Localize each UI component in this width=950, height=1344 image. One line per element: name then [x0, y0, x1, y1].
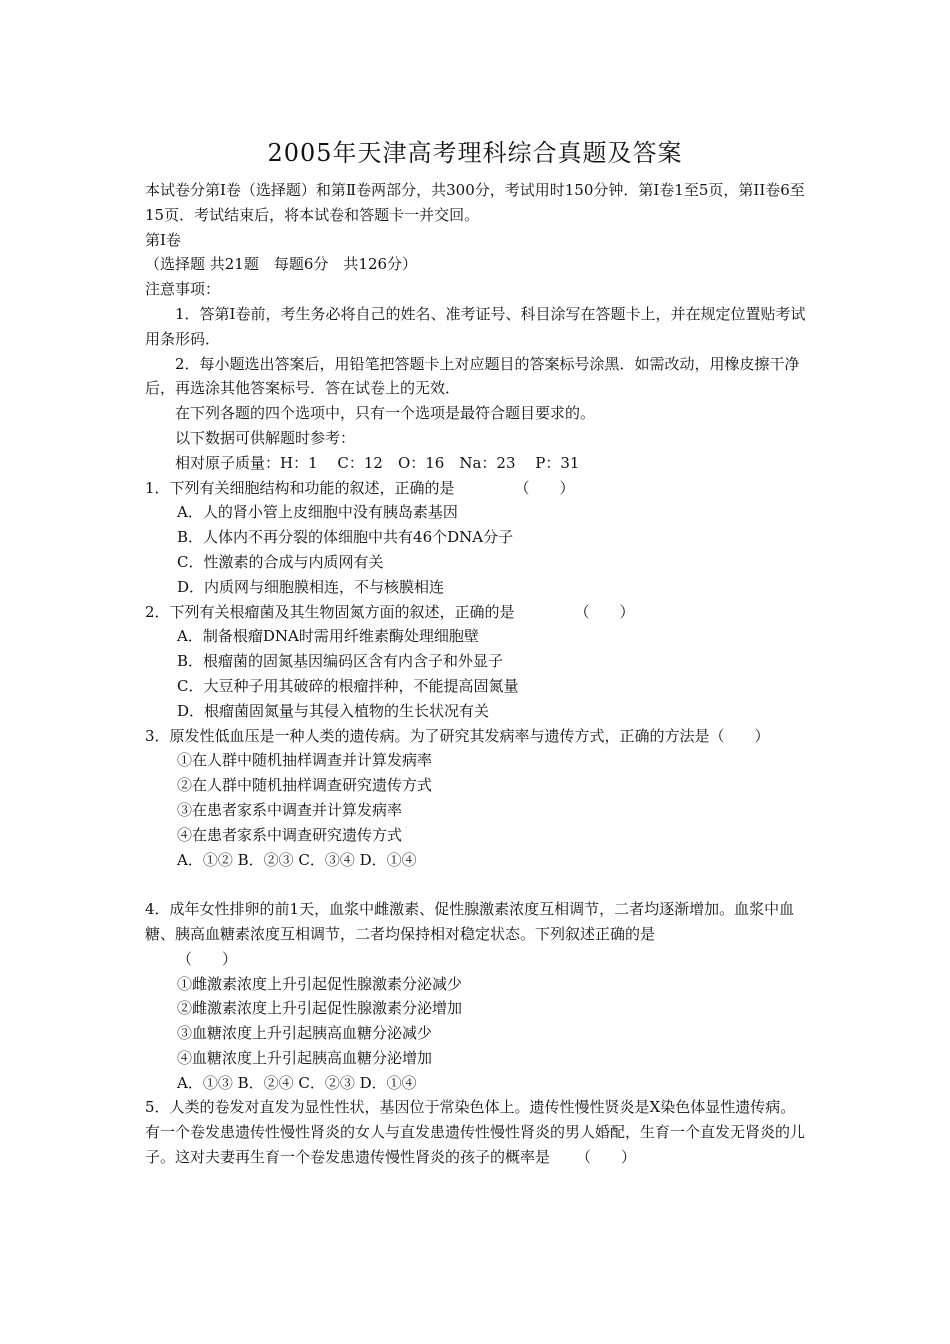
question-4-item-4: ④血糖浓度上升引起胰高血糖分泌增加	[177, 1048, 433, 1067]
question-2-option-a: A．制备根瘤DNA时需用纤维素酶处理细胞壁	[177, 627, 479, 646]
question-5-bracket: （ ）	[576, 1148, 637, 1167]
question-2-option-b: B．根瘤菌的固氮基因编码区含有内含子和外显子	[177, 652, 504, 671]
question-1-bracket: （ ）	[514, 478, 575, 497]
question-2-text: 2．下列有关根瘤菌及其生物固氮方面的叙述，正确的是	[145, 602, 515, 621]
exam-body	[145, 178, 807, 1170]
question-4-item-1: ①雌激素浓度上升引起促性腺激素分泌减少	[177, 974, 463, 993]
question-1-option-d: D．内质网与细胞膜相连，不与核膜相连	[177, 577, 445, 596]
question-1-text: 1．下列有关细胞结构和功能的叙述，正确的是	[145, 478, 455, 497]
atomic-masses: 相对原子质量：H：1 C：12 O：16 Na：23 P：31	[175, 453, 580, 472]
notice-heading: 注意事项：	[145, 280, 221, 299]
spacer	[145, 872, 807, 897]
question-3-choices: A．①② B．②③ C．③④ D．①④	[177, 850, 417, 869]
question-3-item-4: ④在患者家系中调查研究遗传方式	[177, 825, 403, 844]
intro-paragraph: 本试卷分第Ⅰ卷（选择题）和第Ⅱ卷两部分，共300分，考试用时150分钟．第Ⅰ卷1至5页，第II卷6至15页．考试结束后，将本试卷和答题卡一并交回。	[145, 181, 805, 224]
reference-intro: 以下数据可供解题时参考：	[175, 428, 356, 447]
page-title: 2005年天津高考理科综合真题及答案	[267, 139, 683, 167]
question-1-stem	[145, 476, 807, 501]
question-4-choices: A．①③ B．②④ C．②③ D．①④	[177, 1073, 417, 1092]
question-5-text: 5．人类的卷发对直发为显性性状，基因位于常染色体上。遗传性慢性贤炎是X染色体显性遗传病。有一个卷发患遗传性慢性肾炎的女人与直发患遗传性慢性肾炎的男人婚配，生育一个直发无肾炎的儿子。这对夫妻再生育一个卷发患遗传慢性肾炎的孩子的概率是	[145, 1098, 806, 1167]
instruction-text: 在下列各题的四个选项中，只有一个选项是最符合题目要求的。	[175, 404, 596, 423]
question-5-stem	[145, 1095, 807, 1169]
question-1-option-a: A．人的肾小管上皮细胞中没有胰岛素基因	[177, 503, 458, 522]
question-3-item-2: ②在人群中随机抽样调查研究遗传方式	[177, 776, 433, 795]
question-4-bracket: （ ）	[177, 949, 238, 968]
question-2-stem	[145, 600, 807, 625]
question-3-stem: 3．原发性低血压是一种人类的遗传病。为了研究其发病率与遗传方式，正确的方法是（ ）	[145, 726, 770, 745]
question-4-stem: 4．成年女性排卵的前1天，血浆中雌激素、促性腺激素浓度互相调节，二者均逐渐增加。血浆中血糖、胰高血糖素浓度互相调节，二者均保持相对稳定状态。下列叙述正确的是	[145, 900, 795, 943]
question-4-item-2: ②雌激素浓度上升引起促性腺激素分泌增加	[177, 999, 463, 1018]
question-3-item-1: ①在人群中随机抽样调查并计算发病率	[177, 751, 433, 770]
question-2-bracket: （ ）	[574, 602, 635, 621]
question-2-option-d: D．根瘤菌固氮量与其侵入植物的生长状况有关	[177, 701, 490, 720]
question-1-option-b: B．人体内不再分裂的体细胞中共有46个DNA分子	[177, 528, 514, 547]
question-3-item-3: ③在患者家系中调查并计算发病率	[177, 800, 403, 819]
notice-item-2: 2．每小题选出答案后，用铅笔把答题卡上对应题目的答案标号涂黑．如需改动，用橡皮擦干净后，再选涂其他答案标号．答在试卷上的无效．	[145, 354, 800, 398]
section-subheading: （选择题 共21题 每题6分 共126分）	[145, 255, 418, 274]
question-4-item-3: ③血糖浓度上升引起胰高血糖分泌减少	[177, 1024, 433, 1043]
question-1-option-c: C．性激素的合成与内质网有关	[177, 552, 384, 571]
notice-item-1: 1．答第Ⅰ卷前，考生务必将自己的姓名、准考证号、科目涂写在答题卡上，并在规定位置贴考试用条形码．	[145, 304, 806, 348]
section-heading: 第Ⅰ卷	[145, 230, 181, 249]
question-2-option-c: C．大豆种子用其破碎的根瘤拌种，不能提高固氮量	[177, 676, 519, 695]
